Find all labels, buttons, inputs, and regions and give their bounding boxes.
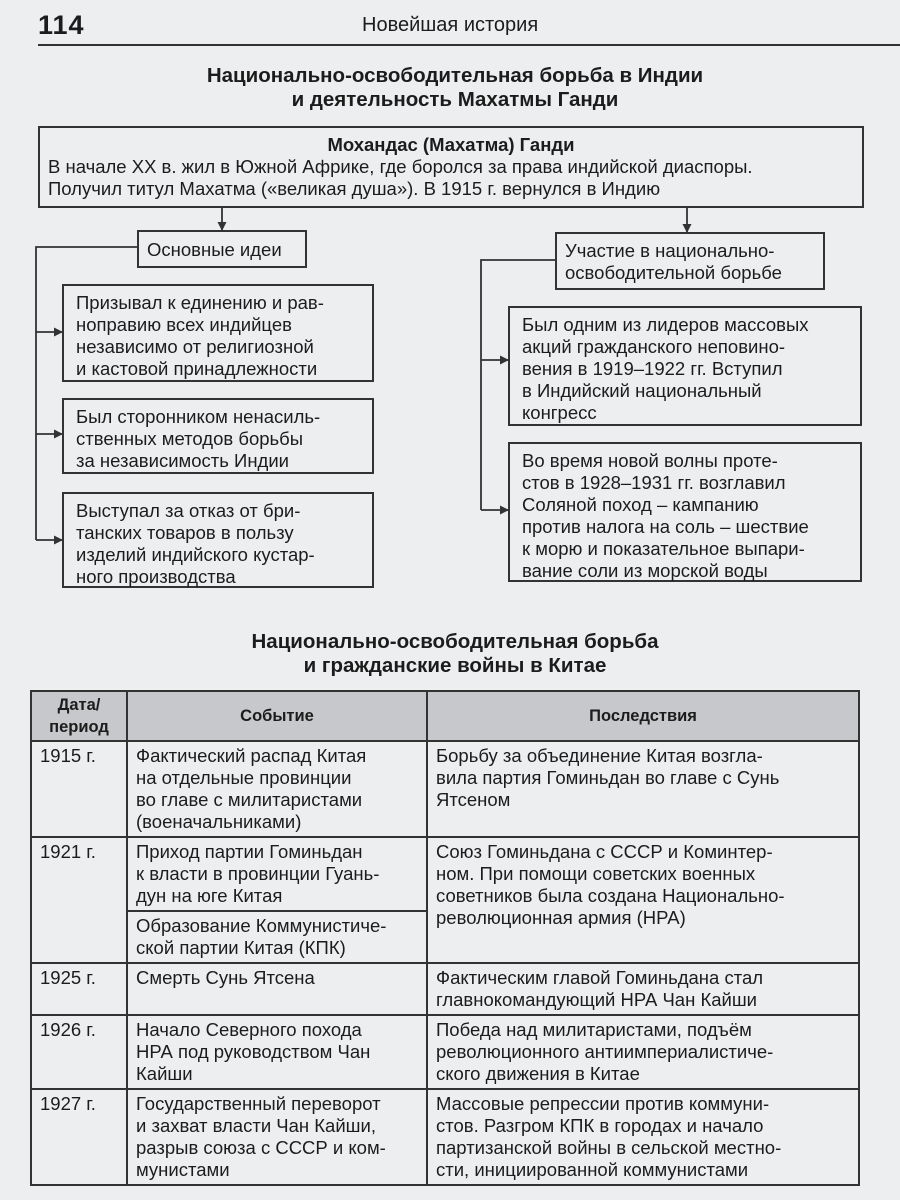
consequence-cell: Борьбу за объединение Китая возгла- вила партия Гоминьдан во главе с Сунь Ятсеном xyxy=(427,741,859,837)
participation-label-box: Участие в национально- освободительной борьбе xyxy=(555,232,825,290)
gandhi-name: Мохандас (Махатма) Ганди xyxy=(327,134,575,155)
table-row xyxy=(31,1015,859,1089)
event-cell: Образование Коммунистиче- ской партии Китая (КПК) xyxy=(127,911,427,963)
idea-box-2: Был сторонником ненасиль- ственных методов борьбы за независимость Индии xyxy=(62,398,374,474)
consequence-cell: Массовые репрессии против коммуни- стов. Разгром КПК в городах и начало партизанской войны в сельской местно- сти, инициированной коммунистами xyxy=(427,1089,859,1185)
page-number: 114 xyxy=(38,10,85,40)
india-title: Национально-освободительная борьба в Индии и деятельность Махатмы Ганди xyxy=(206,64,704,111)
table-row xyxy=(31,741,859,837)
event-cell: Фактический распад Китая на отдельные провинции во главе с милитаристами (военачальниками) xyxy=(127,741,427,837)
table-row xyxy=(31,1089,859,1185)
participation-box-2: Во время новой волны проте- стов в 1928–1931 гг. возглавил Соляной поход – кампанию против налога на соль – шествие к морю и показательное выпари- вание соли из морской воды xyxy=(508,442,862,582)
date-cell: 1925 г. xyxy=(31,963,127,1015)
date-cell: 1915 г. xyxy=(31,741,127,837)
running-header: Новейшая история xyxy=(362,14,539,36)
china-events-table xyxy=(30,690,860,1186)
participation-box-1: Был одним из лидеров массовых акций гражданского неповино- вения в 1919–1922 гг. Вступил в Индийский национальный конгресс xyxy=(508,306,862,426)
table-row xyxy=(31,963,859,1015)
table-header-row xyxy=(31,691,859,741)
date-cell: 1927 г. xyxy=(31,1089,127,1185)
consequence-cell: Победа над милитаристами, подъём революционного антиимпериалистиче- ского движения в Китае xyxy=(427,1015,859,1089)
table-row xyxy=(31,837,859,911)
col-header-date: Дата/ период xyxy=(31,691,127,741)
china-title: Национально-освободительная борьба и гражданские войны в Китае xyxy=(251,630,659,677)
gandhi-box xyxy=(38,126,864,208)
gandhi-bio: В начале XX в. жил в Южной Африке, где боролся за права индийской диаспоры. Получил титул Махатма («великая душа»). В 1915 г. вернулся в Индию xyxy=(48,156,753,199)
event-cell: Смерть Сунь Ятсена xyxy=(127,963,427,1015)
consequence-cell: Союз Гоминьдана с СССР и Коминтер- ном. При помощи советских военных советников была создана Национально- революционная армия (НРА) xyxy=(427,837,859,963)
event-cell: Приход партии Гоминьдан к власти в провинции Гуань- дун на юге Китая xyxy=(127,837,427,911)
event-cell: Государственный переворот и захват власти Чан Кайши, разрыв союза с СССР и ком- мунистами xyxy=(127,1089,427,1185)
event-cell: Начало Северного похода НРА под руководством Чан Кайши xyxy=(127,1015,427,1089)
ideas-label-box: Основные идеи xyxy=(137,230,307,268)
date-cell: 1926 г. xyxy=(31,1015,127,1089)
consequence-cell: Фактическим главой Гоминьдана стал главнокомандующий НРА Чан Кайши xyxy=(427,963,859,1015)
col-header-consequence: Последствия xyxy=(427,691,859,741)
date-cell: 1921 г. xyxy=(31,837,127,963)
col-header-event: Событие xyxy=(127,691,427,741)
idea-box-1: Призывал к единению и рав- ноправию всех индийцев независимо от религиозной и кастовой принадлежности xyxy=(62,284,374,382)
idea-box-3: Выступал за отказ от бри- танских товаров в пользу изделий индийского кустар- ного производства xyxy=(62,492,374,588)
